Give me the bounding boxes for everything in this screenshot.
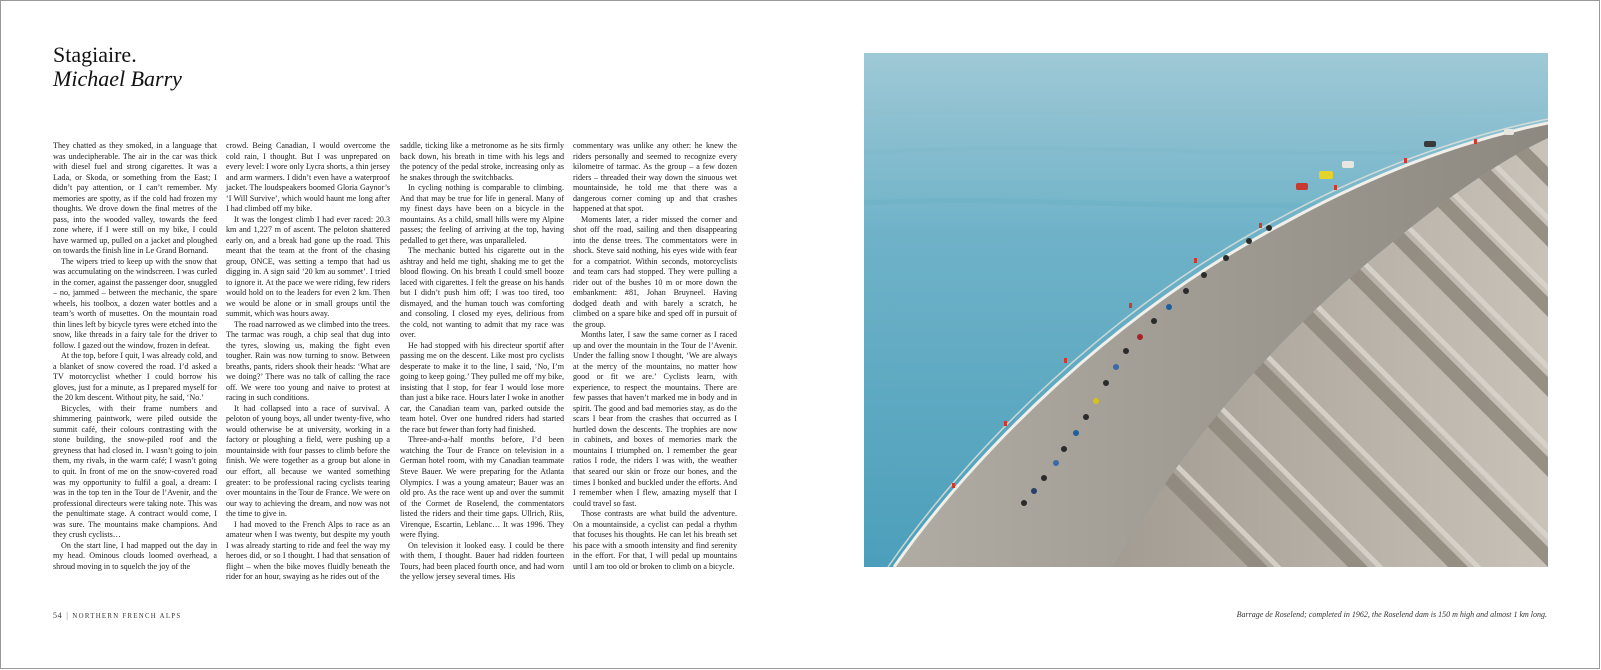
left-page [1,1,801,670]
body-paragraph: Bicycles, with their frame numbers and shimmering paintwork, were piled outside the summit café, their colours contrasting with the stone building, the snow-piled roof and the greyness that had closed in. I wasn’t going to join them, my rivals, in the warm café; I wasn’t going to quit. In front of me on the snow-covered road was my opportunity to fulfil a goal, a dream: I was in the top ten in the Tour de l’Avenir, and the professional directeurs were taking note. This was the penultimate stage. A contract would come, I was sure. The mountains make champions. And they crush cyclists… [53,403,217,540]
folio-separator: | [66,611,69,620]
body-paragraph: I had moved to the French Alps to race as an amateur when I was twenty, but despite my youth I was already starting to ride and feel the way my heroes did, or so I thought. I had that sensation of flight – when the bike moves fluidly beneath the rider for an hour, swaying as he rides out of the [226,519,390,582]
body-paragraph: Those contrasts are what build the adventure. On a mountainside, a cyclist can pedal a rhythm that focuses his thoughts. He can let his breath set his pace with a smooth intensity and find serenity in the effort. For that, I will pedal up mountains until I am too old or broken to climb on a bicycle. [573,509,737,571]
article-heading [53,43,182,91]
body-columns [53,141,747,582]
body-paragraph: saddle, ticking like a metronome as he sits firmly back down, his breath in time with his legs and the potency of the pedal stroke, increasing only as he snakes through the switchbacks. [400,141,564,182]
body-paragraph: crowd. Being Canadian, I would overcome the cold rain, I thought. But I was unprepared on every level: I wore only Lycra shorts, a thin jersey and arm warmers. I didn’t even have a waterproof jacket. The loudspeakers boomed Gloria Gaynor’s ‘I Will Survive’, which would haunt me long after I had climbed off my bike. [226,141,390,214]
text-column-2 [226,141,390,582]
article-author: Michael Barry [53,66,182,91]
body-paragraph: The wipers tried to keep up with the snow that was accumulating on the windscreen. I was curled in the corner, against the passenger door, snuggled – no, jammed – between the mechanic, the spare wheels, his toolbox, a dozen water bottles and a team’s worth of musettes. On the mountain road thin lines left by bicycle tyres were etched into the snow, like threads in a fairy tale for the driver to follow. I gazed out the window, frozen in defeat. [53,256,217,350]
body-paragraph: At the top, before I quit, I was already cold, and a blanket of snow covered the road. I’d asked a TV motorcyclist whether I could borrow his gloves, just for a minute, as I prepared myself for the 20 km descent. Without pity, he said, ‘No.’ [53,351,217,403]
text-column-3 [400,141,564,582]
article-title: Stagiaire. [53,42,137,67]
body-paragraph: On the start line, I had mapped out the day in my head. Ominous clouds loomed overhead, a shroud moving in to squelch the joy of the [53,540,217,571]
body-paragraph: He had stopped with his directeur sportif after passing me on the descent. Like most pro cyclists desperate to make it to the line, I said, ‘No, I’m going to keep going.’ They pulled me off my bike, insisting that I stop, for fear I would lose more than just a bike race. Hours later I woke in another car, the Canadian team van, parked outside the team hotel. Over one hundred riders had started the race but fewer than forty had finished. [400,340,564,434]
body-paragraph: Moments later, a rider missed the corner and shot off the road, sailing and then disappearing into the dense trees. The commentators were in shock. Steve said nothing, his eyes wide with fear for a compatriot. Within seconds, motorcyclists and team cars had stopped. They were pulling a rider out of the bushes 10 m or more down the embankment: #81, Johan Bruyneel. Having dodged death and with barely a scratch, he climbed on a spare bike and sped off in pursuit of the group. [573,214,737,329]
body-paragraph: commentary was unlike any other: he knew the riders personally and seemed to recognize every kilometre of tarmac. As the group – a few dozen riders – threaded their way down the sinuous wet mountainside, he told me that there was a dangerous corner coming up and that crashes happened at that spot. [573,141,737,214]
body-paragraph: On television it looked easy. I could be there with them, I thought. Bauer had ridden fourteen Tours, had been placed fourth once, and had worn the yellow jersey several times. His [400,540,564,582]
body-paragraph: The mechanic butted his cigarette out in the ashtray and held me tight, shaking me to get the blood flowing. On his breath I could smell booze laced with cigarettes. I felt the grease on his hands but I didn’t push him off; I was too tired, too dismayed, and the human touch was comforting and consoling. I closed my eyes, delirious from the cold, not wanting to admit that my race was over. [400,246,564,340]
body-paragraph: Months later, I saw the same corner as I raced up and over the mountain in the Tour de l’Avenir. Under the falling snow I thought, ‘We are always at the mercy of the mountains, no matter how good or fit we are.’ Cyclists learn, with experience, to respect the mountains. There are few passes that haven’t marked me in body and in spirit. The good and bad memories stay, as do the scars I bear from the crashes that occurred as I hurtled down the descents. The trophies are now in cabinets, and boxes of memories mark the mountains I triumphed on. I remember the gear ratios I rode, the riders I was with, the weather that seared our skin or froze our bones, and the times I bonked and buckled under the efforts. And I remember when I flew, amazing myself that I could travel so fast. [573,330,737,508]
body-paragraph: The road narrowed as we climbed into the trees. The tarmac was rough, a chip seal that dug into the tyres, slowing us, making the fight even tougher. Rain was now turning to snow. Between breaths, pants, riders shook their heads: ‘What are we doing?’ There was no talk of calling the race off. We were too young and naive to protest at racing in such conditions. [226,319,390,403]
dam-photo [864,53,1548,567]
photo-caption: Barrage de Roselend; completed in 1962, the Roselend dam is 150 m high and almost 1 km long. [1236,610,1547,619]
body-paragraph: Three-and-a-half months before, I’d been watching the Tour de France on television in a German hotel room, with my Canadian teammate Steve Bauer. We were preparing for the Atlanta Olympics. I was a young amateur; Bauer was an old pro. As the race went up and over the summit of the Cormet de Roselend, the commentators listed the riders and their time gaps. Ullrich, Riis, Virenque, Escartin, Leblanc… It was 1996. They were flying. [400,435,564,540]
body-paragraph: It was the longest climb I had ever raced: 20.3 km and 1,227 m of ascent. The peloton shattered early on, and a break had gone up the road. This meant that the team at the front of the chasing group, ONCE, was setting a tempo that had us digging in. A sign said ‘20 km au sommet’. I tried to ignore it. At the pace we were riding, few riders would hold on to the leaders for even 2 km. Then we would be alone or in small groups until the summit, which was hours away. [226,214,390,319]
body-paragraph: It had collapsed into a race of survival. A peloton of young boys, all under twenty-five, who would otherwise be at university, working in a factory or ploughing a field, were pushing up a mountainside with four passes to climb before the finish. We were together as a group but alone in our effort, all because we wanted something greater: to be professional racing cyclists tearing over mountains in the Tour de France. We were on our way to achieving the dream, and now was not the time to give in. [226,403,390,519]
page-number: 54 [53,611,63,620]
dam-photo-illustration [864,53,1548,567]
text-column-1 [53,141,217,573]
section-title: NORTHERN FRENCH ALPS [72,613,182,620]
text-column-4 [573,141,737,573]
page-footer [53,611,181,620]
body-paragraph: In cycling nothing is comparable to climbing. And that may be true for life in general. Many of my finest days have been on a bicycle in the mountains. As a child, small hills were my Alpine passes; the feeling of arriving at the top, having pedalled to get there, was unparalleled. [400,183,564,245]
body-paragraph: They chatted as they smoked, in a language that was undecipherable. The air in the car was thick with diesel fuel and strong cigarettes. It was a Lada, or Skoda, or something from the East; I didn’t pay attention, or I can’t remember. My memories are spotty, as if the cold had frozen my thoughts. We drove down the final metres of the pass, into the wooded valley, towards the feed zone where, if I were still on my bike, I could have warmed up, pulled on a jacket and ploughed on towards the finish line in Le Grand Bornand. [53,141,217,256]
